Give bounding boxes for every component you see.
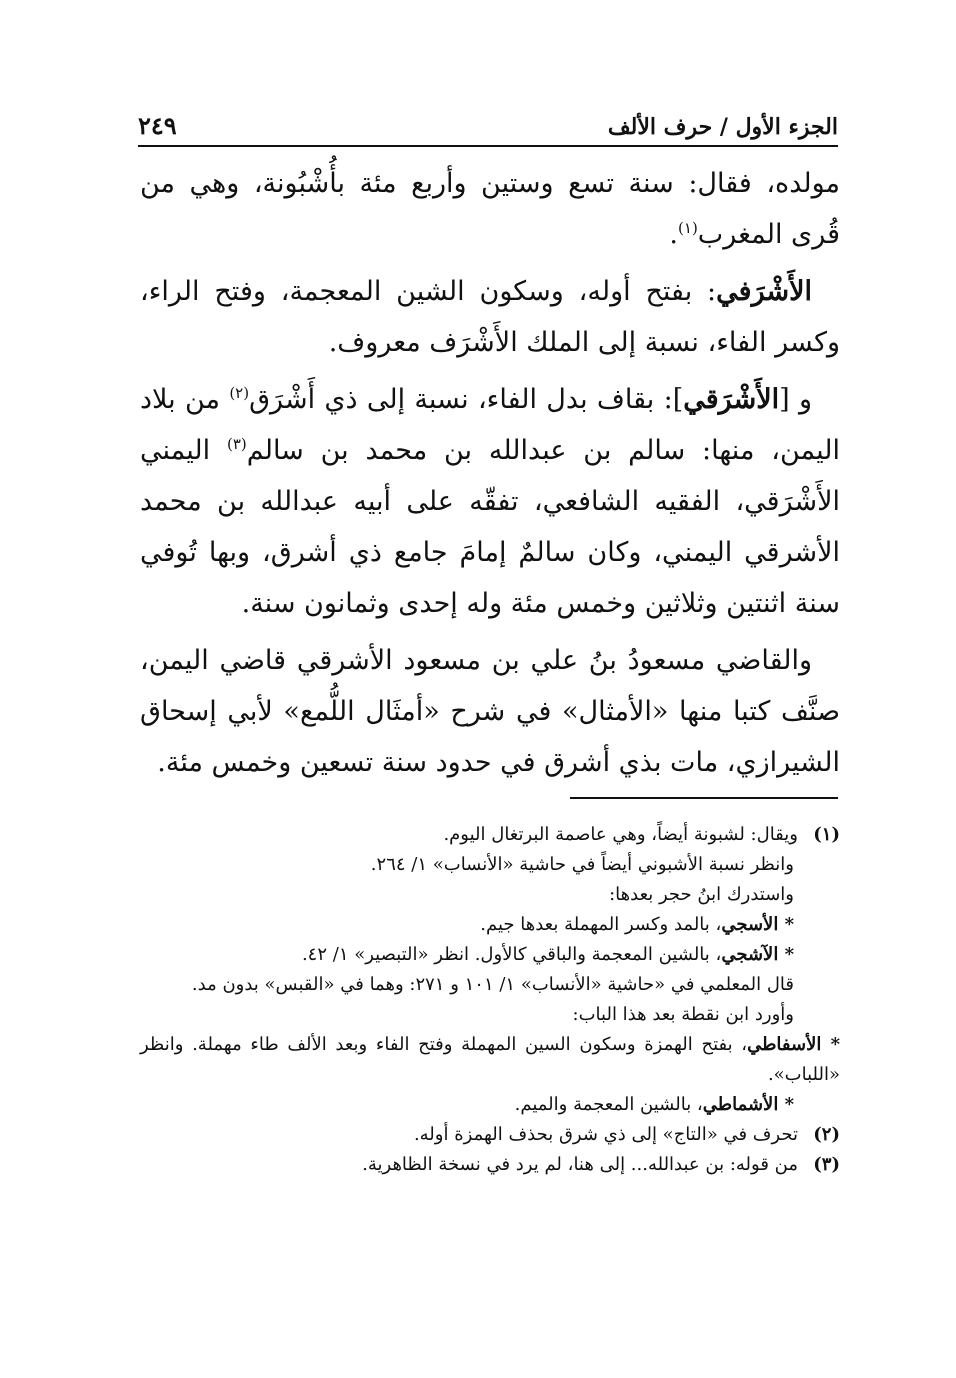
paragraph-1: مولده، فقال: سنة تسع وستين وأربع مئة بأُشْبُونة، وهي من قُرى المغرب$^{(١)}$. (140, 168, 840, 250)
paragraph-3-prefix: و [ (779, 384, 813, 415)
footnote-2-text: تحرف في «التاج» إلى ذي شرق بحذف الهمزة أوله. (413, 1124, 798, 1145)
entry-heading-ashraqi: الأَشْرَقي (683, 384, 780, 415)
footnote-1-item-ashji-text: ، بالشين المعجمة والباقي كالأول. انظر «التبصير» ١/ ٤٢. (301, 944, 722, 965)
footnote-3-text: من قوله: بن عبدالله... إلى هنا، لم يرد في نسخة الظاهرية. (362, 1154, 798, 1175)
footnote-ref-2: (٢) (229, 384, 250, 402)
footnote-1-item-asji-text: ، بالمد وكسر المهملة بعدها جيم. (480, 914, 722, 935)
paragraph-3 (140, 374, 840, 629)
footnote-2 (140, 1120, 840, 1150)
footnote-1-line-8 (140, 1030, 840, 1090)
header-rule (138, 145, 838, 147)
footnote-2-number: (٢) (813, 1124, 840, 1145)
footnote-1-line-3: واستدرك ابنُ حجر بعدها: (609, 884, 794, 905)
running-title: الجزء الأول / حرف الألف (607, 114, 838, 140)
footnotes (140, 820, 840, 1180)
paragraph-3-text-b: من بلاد اليمن، منها: سالم بن عبدالله بن محمد بن سالم (140, 384, 840, 466)
footnote-1-item-ashmati-text: ، بالشين المعجمة والميم. (514, 1094, 703, 1115)
page-number: ٢٤٩ (138, 111, 177, 140)
footnote-1-line-1: ويقال: لشبونة أيضاً، وهي عاصمة البرتغال اليوم. (443, 824, 798, 845)
footnote-1-item-ashmati: * الأشماطي (702, 1094, 794, 1115)
footnote-1-line-5 (140, 940, 840, 970)
footnote-rule (570, 797, 838, 799)
paragraph-1-text: مولده، فقال: سنة تسع وستين وأربع مئة بأُشْبُونة، وهي من قُرى المغرب (140, 168, 840, 250)
paragraph-3-text-a: ]: بقاف بدل الفاء، نسبة إلى ذي أَشْرَق (249, 384, 684, 415)
paragraph-4: والقاضي مسعودُ بنُ علي بن مسعود الأشرقي قاضي اليمن، صنَّف كتبا منها «الأمثال» في شرح «أمثَال اللُّمع» لأبي إسحاق الشيرازي، مات بذي أشرق في حدود سنة تسعين وخمس مئة. (140, 645, 840, 778)
footnote-1-line-9 (140, 1090, 840, 1120)
paragraph-3-text-c: اليمني الأَشْرَقي، الفقيه الشافعي، تفقّه على أبيه عبدالله بن محمد الأشرقي اليمني، وكان سالمٌ إمامَ جامع ذي أشرق، وبها تُوفي سنة اثنتين وثلاثين وخمس مئة وله إحدى وثمانون سنة. (140, 435, 840, 619)
entry-heading-ashrafi: الأَشْرَفي (716, 276, 812, 307)
footnote-ref-3: (٣) (226, 435, 247, 453)
footnote-1-line-7: وأورد ابن نقطة بعد هذا الباب: (572, 1004, 794, 1025)
paragraph-2-text: : بفتح أوله، وسكون الشين المعجمة، وفتح الراء، وكسر الفاء، نسبة إلى الملك الأَشْرَف معروف. (140, 276, 840, 358)
paragraph-2 (140, 266, 840, 368)
footnote-1-item-asfati: * الأسفاطي (747, 1034, 840, 1055)
footnote-1-item-asfati-text: ، بفتح الهمزة وسكون السين المهملة وفتح الفاء وبعد الألف طاء مهملة. وانظر «اللباب». (140, 1034, 840, 1085)
main-text (140, 158, 840, 794)
footnote-1-line-2: وانظر نسبة الأشبوني أيضاً في حاشية «الأنساب» ١/ ٢٦٤. (370, 854, 794, 875)
footnote-1-line-4 (140, 910, 840, 940)
footnote-1-item-ashji: * الآشجي (721, 944, 794, 965)
footnote-1-number: (١) (813, 824, 840, 845)
footnote-1-item-asji: * الأسجي (721, 914, 794, 935)
footnote-1-line-6: قال المعلمي في «حاشية «الأنساب» ١/ ١٠١ و ٢٧١: وهما في «القبس» بدون مد. (191, 974, 794, 995)
footnote-1 (140, 820, 840, 850)
page-header (138, 104, 838, 140)
footnote-3 (140, 1150, 840, 1180)
footnote-ref-1: (١) (678, 219, 698, 237)
footnote-3-number: (٣) (813, 1154, 840, 1175)
